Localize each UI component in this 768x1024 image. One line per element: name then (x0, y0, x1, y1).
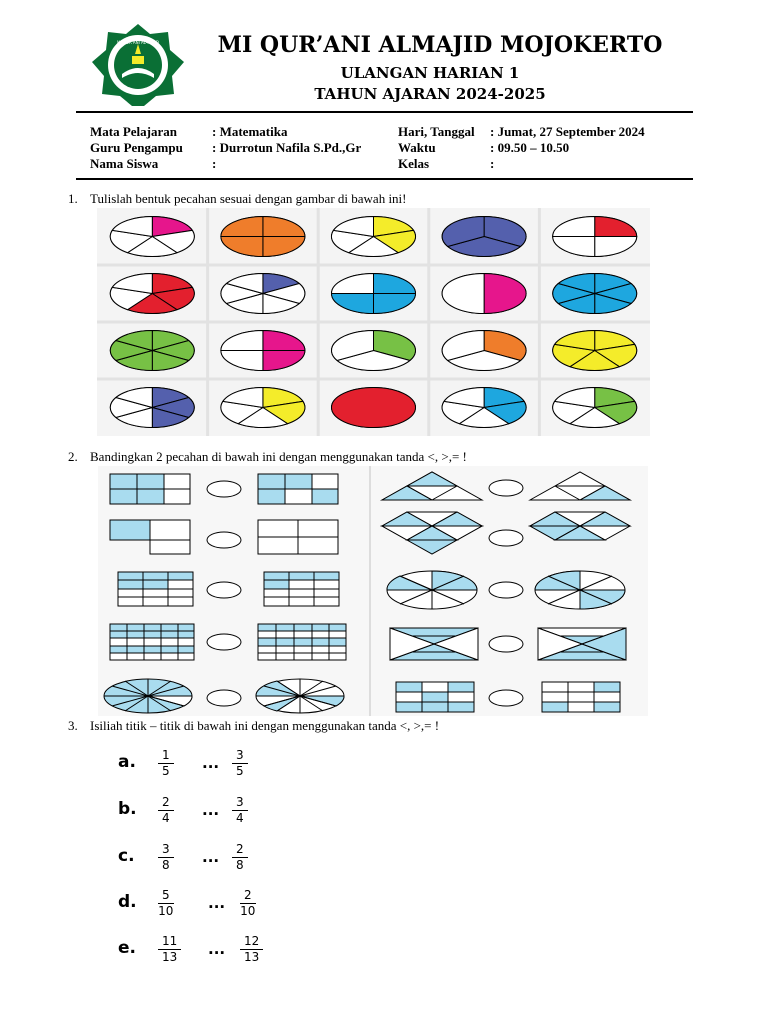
question-number: 3. (68, 718, 78, 733)
header-divider-top (76, 111, 693, 113)
fraction-right (240, 888, 256, 919)
answer-oval (207, 690, 241, 706)
teacher-value: : Durrotun Nafila S.Pd.,Gr (212, 140, 362, 155)
fraction-circle (553, 217, 637, 257)
fraction-circle (442, 217, 526, 257)
teacher-label: Guru Pengampu (90, 140, 183, 155)
fraction-circle (110, 388, 194, 428)
answer-oval (489, 582, 523, 598)
denominator: 4 (236, 811, 244, 825)
item-letter: e. (118, 938, 136, 958)
denominator: 13 (244, 950, 260, 964)
answer-oval (207, 532, 241, 548)
blank-dots[interactable]: ... (208, 894, 226, 912)
blank-dots[interactable]: ... (202, 754, 220, 772)
grid-figure-1b (258, 474, 338, 504)
grid-figure-3b (264, 572, 339, 606)
pie-figure-5a (104, 679, 192, 713)
blank-dots[interactable]: ... (202, 801, 220, 819)
question-number: 1. (68, 191, 78, 206)
fraction-left (158, 934, 181, 965)
numerator: 1 (158, 748, 174, 764)
fraction-circle (332, 217, 416, 257)
fraction-right (232, 842, 248, 873)
question-number: 2. (68, 449, 78, 464)
question-text: Isiliah titik – titik di bawah ini dengan menggunakan tanda <, >,= ! (90, 718, 440, 733)
academic-year: TAHUN AJARAN 2024-2025 (314, 85, 546, 103)
answer-oval (207, 634, 241, 650)
grid-figure-5b (542, 682, 620, 712)
day-label: Hari, Tanggal (398, 124, 475, 139)
fraction-right (232, 795, 248, 826)
blank-dots[interactable]: ... (208, 940, 226, 958)
denominator: 13 (162, 950, 178, 964)
fraction-circle (110, 331, 194, 371)
fraction-circle (553, 274, 637, 314)
school-logo (88, 22, 188, 108)
student-value: : (212, 156, 217, 171)
numerator: 3 (232, 795, 248, 811)
pie-figure-3a (387, 571, 477, 609)
fraction-circle (332, 331, 416, 371)
fraction-circle (553, 331, 637, 371)
fraction-circle (442, 274, 526, 314)
denominator: 5 (162, 764, 170, 778)
question-1 (68, 191, 407, 207)
fraction-circle (221, 217, 305, 257)
denominator: 4 (162, 811, 170, 825)
item-letter: b. (118, 799, 137, 819)
fraction-left (158, 795, 174, 826)
bowtie-figure-4b (538, 628, 626, 660)
item-letter: c. (118, 846, 135, 866)
fraction-circle (110, 217, 194, 257)
bowtie-figure-4a (390, 628, 478, 660)
answer-oval (489, 480, 523, 496)
question-2 (68, 449, 467, 465)
logo-text: MI QUR'ANI AL-MAJID (116, 40, 159, 45)
fraction-circle (332, 388, 416, 428)
fraction-circles-grid (97, 208, 650, 436)
fraction-circle (332, 274, 416, 314)
fraction-circle (553, 388, 637, 428)
grid-figure-4b (258, 624, 346, 660)
class-value: : (490, 156, 495, 171)
fraction-left (158, 748, 174, 779)
numerator: 5 (158, 888, 174, 904)
student-label: Nama Siswa (90, 156, 159, 171)
numerator: 3 (158, 842, 174, 858)
answer-oval (489, 690, 523, 706)
fraction-right (232, 748, 248, 779)
school-name: MI QUR’ANI ALMAJID MOJOKERTO (217, 32, 663, 58)
grid-figure-2b (258, 520, 338, 554)
denominator: 8 (162, 858, 170, 872)
fraction-circle (110, 274, 194, 314)
time-label: Waktu (398, 140, 436, 155)
grid-figure-5a (396, 682, 474, 712)
fraction-circle (221, 274, 305, 314)
grid-figure-4a (110, 624, 194, 660)
subject-value: : Matematika (212, 124, 288, 139)
fraction-circle (442, 331, 526, 371)
answer-oval (207, 481, 241, 497)
item-letter: a. (118, 752, 136, 772)
fraction-left (158, 842, 174, 873)
numerator: 11 (158, 934, 181, 950)
question-text: Tulislah bentuk pecahan sesuai dengan gambar di bawah ini! (90, 191, 407, 206)
numerator: 3 (232, 748, 248, 764)
item-letter: d. (118, 892, 137, 912)
exam-title: ULANGAN HARIAN 1 (340, 64, 520, 82)
grid-figure-1a (110, 474, 190, 504)
fraction-circle (442, 388, 526, 428)
denominator: 10 (240, 904, 256, 918)
class-label: Kelas (398, 156, 430, 171)
numerator: 2 (240, 888, 256, 904)
pie-figure-3b (535, 571, 625, 609)
fraction-circle (221, 331, 305, 371)
numerator: 2 (158, 795, 174, 811)
fraction-slice (332, 388, 416, 428)
question-3 (68, 718, 439, 734)
fraction-right (240, 934, 263, 965)
pie-figure-5b (256, 679, 344, 713)
fraction-circle (221, 388, 305, 428)
subject-label: Mata Pelajaran (90, 124, 178, 139)
answer-oval (489, 530, 523, 546)
denominator: 10 (158, 904, 174, 918)
comparison-figures (98, 466, 648, 716)
denominator: 5 (236, 764, 244, 778)
answer-oval (489, 636, 523, 652)
grid-figure-3a (118, 572, 193, 606)
numerator: 12 (240, 934, 263, 950)
answer-oval (207, 582, 241, 598)
day-value: : Jumat, 27 September 2024 (490, 124, 645, 139)
time-value: : 09.50 – 10.50 (490, 140, 570, 155)
question-text: Bandingkan 2 pecahan di bawah ini dengan menggunakan tanda <, >,= ! (90, 449, 467, 464)
denominator: 8 (236, 858, 244, 872)
header-divider-bottom (76, 178, 693, 180)
fraction-left (158, 888, 174, 919)
blank-dots[interactable]: ... (202, 848, 220, 866)
numerator: 2 (232, 842, 248, 858)
